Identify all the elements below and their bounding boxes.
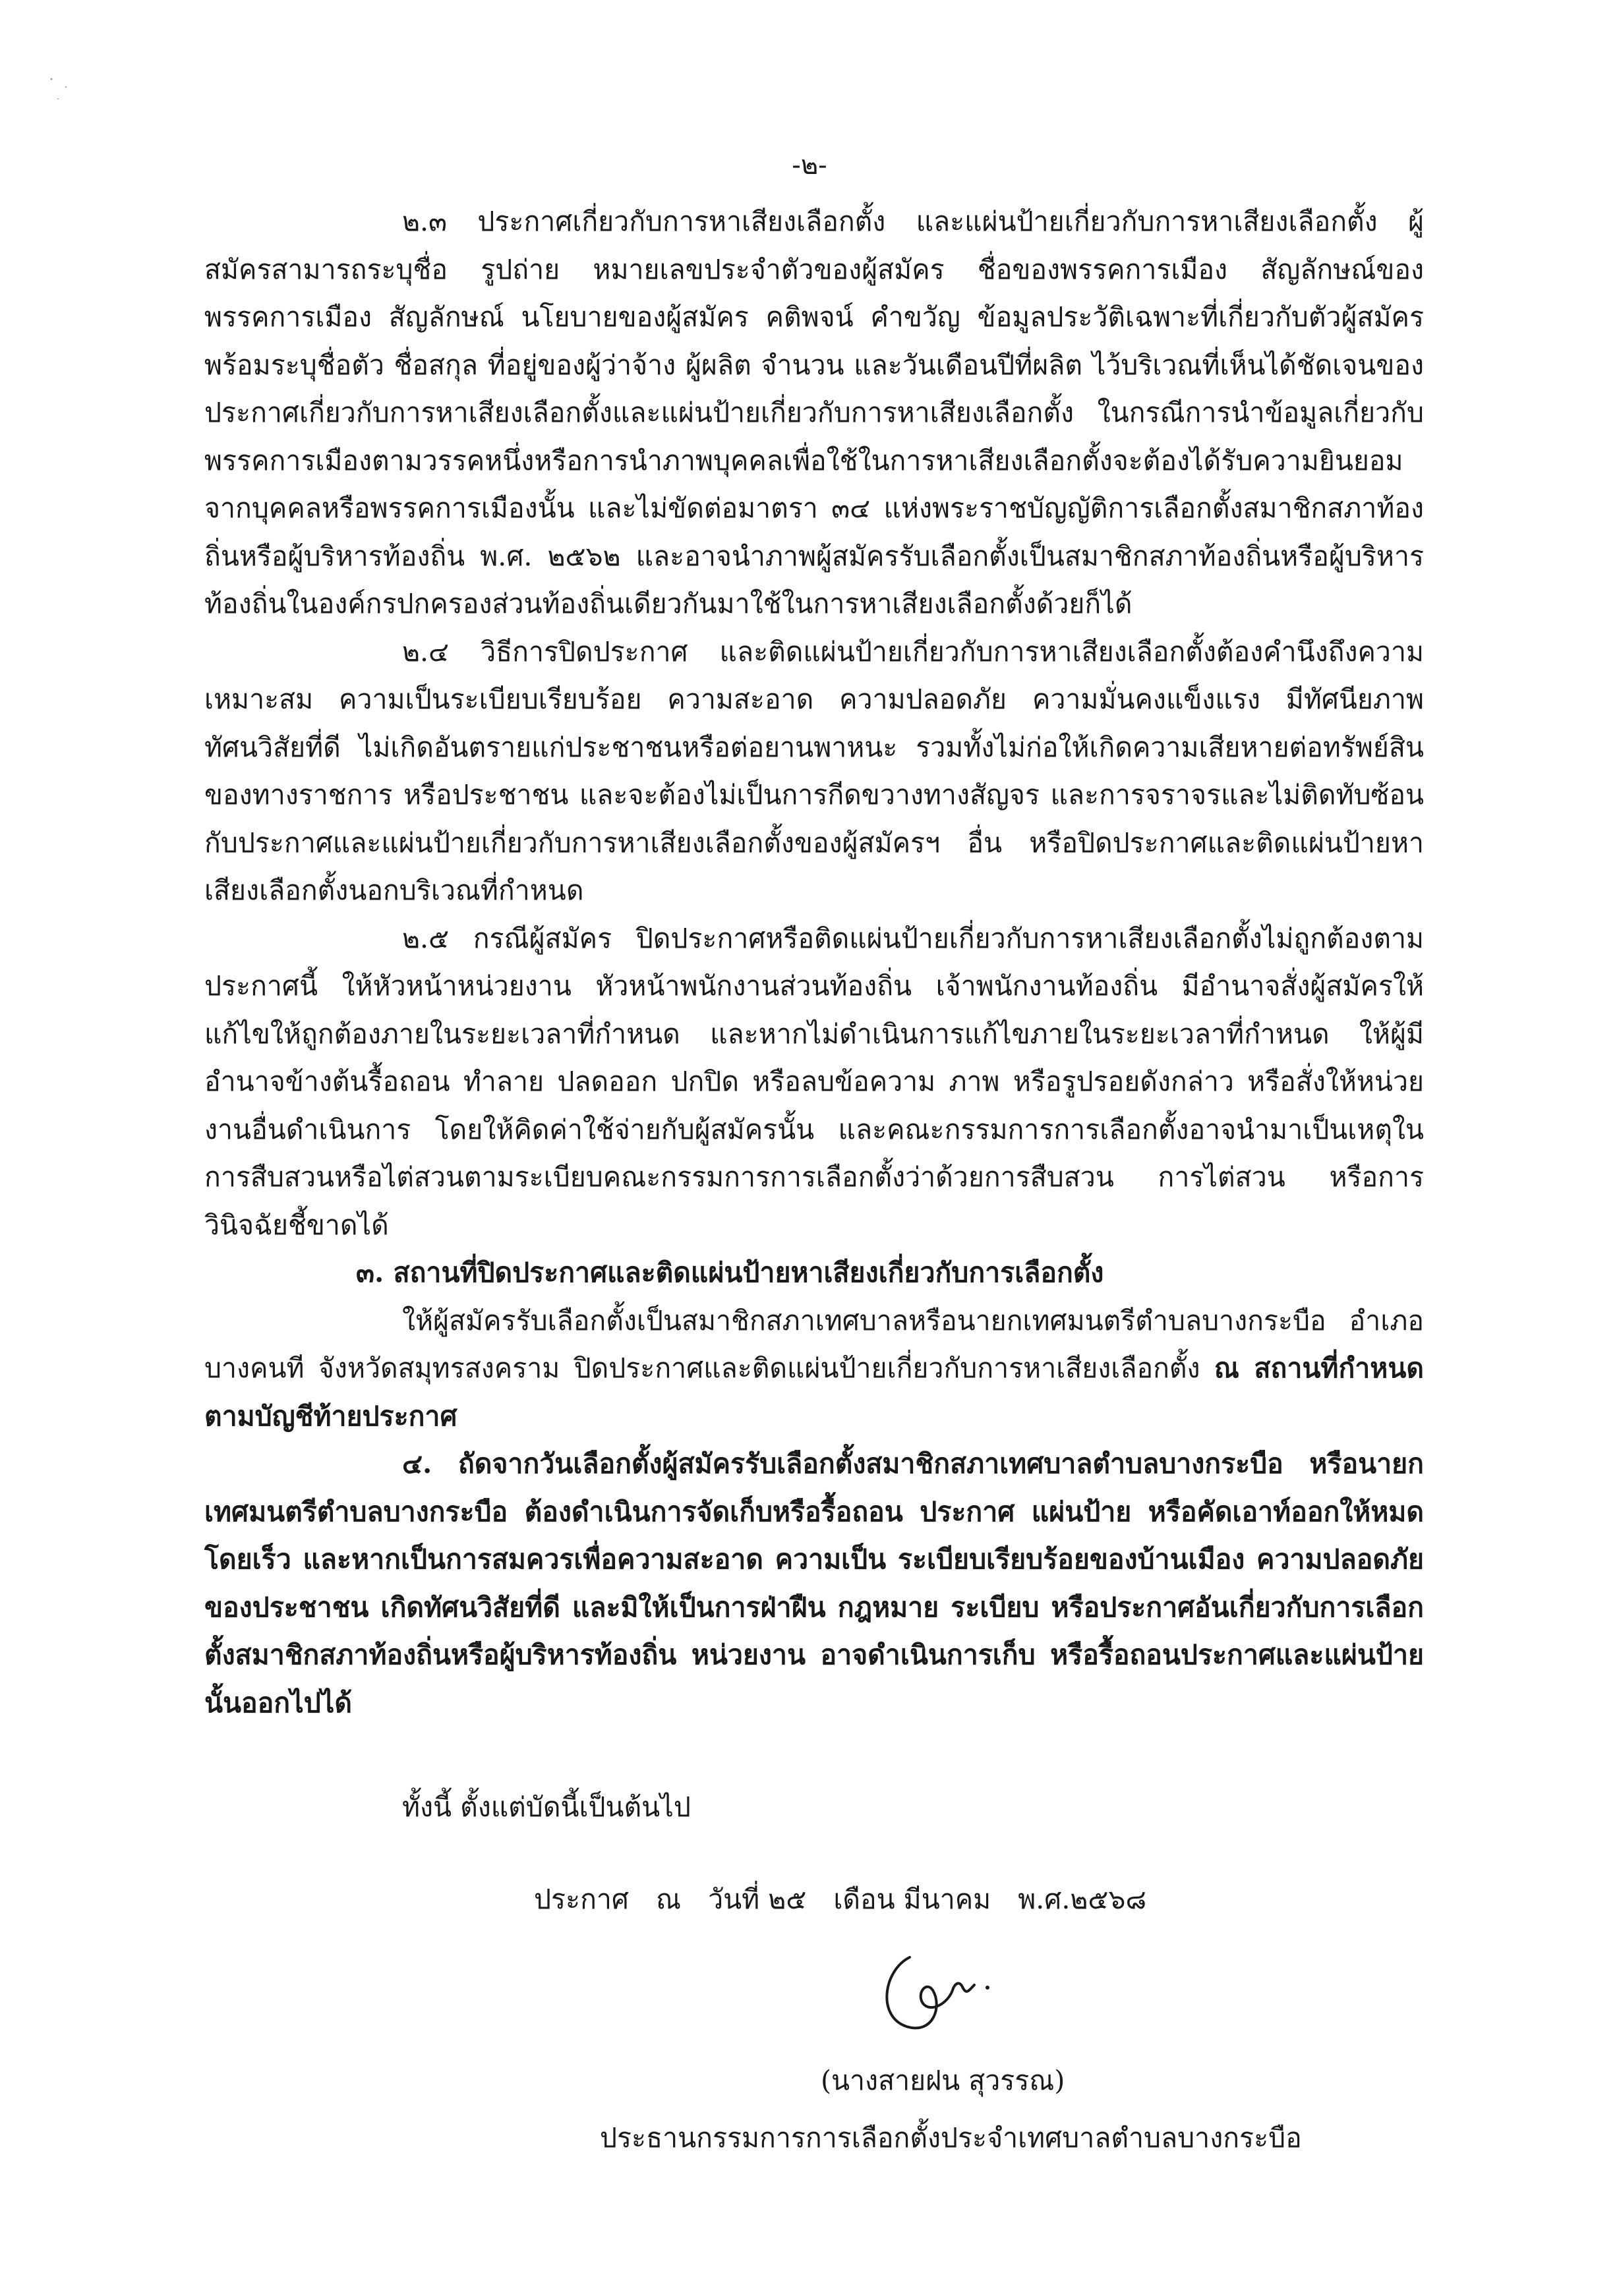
section-3-location: ณ สถานที่กำหนดตามบัญชีท้ายประกาศ [204,1352,1424,1432]
issued-day: ๒๕ [768,1883,807,1915]
page-number: -๒- [792,150,827,181]
clause-2-3: ๒.๓ ประกาศเกี่ยวกับการหาเสียงเลือกตั้ง และแผ่นป้ายเกี่ยวกับการหาเสียงเลือกตั้ง ผู้สมัครสามารถระบุชื่อ รูปถ่าย หมายเลขประจำตัวของผู้สมัคร ชื่อของพรรคการเมือง สัญลักษณ์ของพรรคการเมือง สัญลักษณ์ นโยบายของผู้สมัคร คติพจน์ คำขวัญ ข้อมูลประวัติเฉพาะที่เกี่ยวกับตัวผู้สมัคร พร้อมระบุชื่อตัว ชื่อสกุล ที่อยู่ของผู้ว่าจ้าง ผู้ผลิต จำนวน และวันเดือนปีที่ผลิต ไว้บริเวณที่เห็นได้ชัดเจนของประกาศเกี่ยวกับการหาเสียงเลือกตั้งและแผ่นป้ายเกี่ยวกับการหาเสียงเลือกตั้ง ในกรณีการนำข้อมูลเกี่ยวกับพรรคการเมืองตามวรรคหนึ่งหรือการนำภาพบุคคลเพื่อใช้ในการหาเสียงเลือกตั้งจะต้องได้รับความยินยอมจากบุคคลหรือพรรคการเมืองนั้น และไม่ขัดต่อมาตรา ๓๔ แห่งพระราชบัญญัติการเลือกตั้งสมาชิกสภาท้องถิ่นหรือผู้บริหารท้องถิ่น พ.ศ. ๒๕๖๒ และอาจนำภาพผู้สมัครรับเลือกตั้งเป็นสมาชิกสภาท้องถิ่นหรือผู้บริหารท้องถิ่นในองค์กรปกครองส่วนท้องถิ่นเดียวกันมาใช้ในการหาเสียงเลือกตั้งด้วยก็ได้ [204,206,1424,619]
clause-2-4: ๒.๔ วิธีการปิดประกาศ และติดแผ่นป้ายเกี่ยวกับการหาเสียงเลือกตั้งต้องคำนึงถึงความเหมาะสม ความเป็นระเบียบเรียบร้อย ความสะอาด ความปลอดภัย ความมั่นคงแข็งแรง มีทัศนียภาพทัศนวิสัยที่ดี ไม่เกิดอันตรายแก่ประชาชนหรือต่อยานพาหนะ รวมทั้งไม่ก่อให้เกิดความเสียหายต่อทรัพย์สินของทางราชการ หรือประชาชน และจะต้องไม่เป็นการกีดขวางทางสัญจร และการจราจรและไม่ติดทับซ้อนกับประกาศและแผ่นป้ายเกี่ยวกับการหาเสียงเลือกตั้งของผู้สมัครฯ อื่น หรือปิดประกาศและติดแผ่นป้ายหาเสียงเลือกตั้งนอกบริเวณที่กำหนด [204,635,1424,906]
issued-prefix: ประกาศ [534,1883,629,1915]
signer-name: (นางสายฝน สุวรรณ) [821,2065,1065,2096]
issued-date-line [534,1878,1146,1921]
section-3-text: ให้ผู้สมัครรับเลือกตั้งเป็นสมาชิกสภาเทศบาลหรือนายกเทศมนตรีตำบลบางกระบือ อำเภอบางคนที จังหวัดสมุทรสงคราม ปิดประกาศและติดแผ่นป้ายเกี่ยวกับการหาเสียงเลือกตั้ง [204,1304,1424,1384]
scan-specks [46,72,86,112]
closing-statement: ทั้งนี้ ตั้งแต่บัดนี้เป็นต้นไป [402,1791,691,1823]
section-3-heading: ๓. สถานที่ปิดประกาศและติดแผ่นป้ายหาเสียงเกี่ยวกับการเลือกตั้ง [356,1257,1104,1288]
document-body [204,198,1424,1727]
signature-mark [870,1944,1042,2043]
signer-title: ประธานกรรมการการเลือกตั้งประจำเทศบาลตำบลบางกระบือ [600,2122,1302,2154]
issued-year: พ.ศ.๒๕๖๘ [1018,1883,1147,1915]
section-3-body [204,1297,1424,1441]
issued-at: ณ [656,1883,682,1915]
issued-day-label: วันที่ [708,1883,760,1915]
issued-month: มีนาคม [903,1883,991,1915]
section-4: ๔. ถัดจากวันเลือกตั้งผู้สมัครรับเลือกตั้งสมาชิกสภาเทศบาลตำบลบางกระบือ หรือนายกเทศมนตรีตำบลบางกระบือ ต้องดำเนินการจัดเก็บหรือรื้อถอน ประกาศ แผ่นป้าย หรือคัดเอาท์ออกให้หมดโดยเร็ว และหากเป็นการสมควรเพื่อความสะอาด ความเป็น ระเบียบเรียบร้อยของบ้านเมือง ความปลอดภัยของประชาชน เกิดทัศนวิสัยที่ดี และมิให้เป็นการฝ่าฝืน กฎหมาย ระเบียบ หรือประกาศอันเกี่ยวกับการเลือกตั้งสมาชิกสภาท้องถิ่นหรือผู้บริหารท้องถิ่น หน่วยงาน อาจดำเนินการเก็บ หรือรื้อถอนประกาศและแผ่นป้ายนั้นออกไปได้ [204,1448,1424,1719]
issued-month-label: เดือน [833,1883,895,1915]
clause-2-5: ๒.๕ กรณีผู้สมัคร ปิดประกาศหรือติดแผ่นป้ายเกี่ยวกับการหาเสียงเลือกตั้งไม่ถูกต้องตามประกาศนี้ ให้หัวหน้าหน่วยงาน หัวหน้าพนักงานส่วนท้องถิ่น เจ้าพนักงานท้องถิ่น มีอำนาจสั่งผู้สมัครให้แก้ไขให้ถูกต้องภายในระยะเวลาที่กำหนด และหากไม่ดำเนินการแก้ไขภายในระยะเวลาที่กำหนด ให้ผู้มีอำนาจข้างต้นรื้อถอน ทำลาย ปลดออก ปกปิด หรือลบข้อความ ภาพ หรือรูปรอยดังกล่าว หรือสั่งให้หน่วยงานอื่นดำเนินการ โดยให้คิดค่าใช้จ่ายกับผู้สมัครนั้น และคณะกรรมการการเลือกตั้งอาจนำมาเป็นเหตุในการสืบสวนหรือไต่สวนตามระเบียบคณะกรรมการการเลือกตั้งว่าด้วยการสืบสวน การไต่สวน หรือการวินิจฉัยชี้ขาดได้ [204,922,1424,1241]
